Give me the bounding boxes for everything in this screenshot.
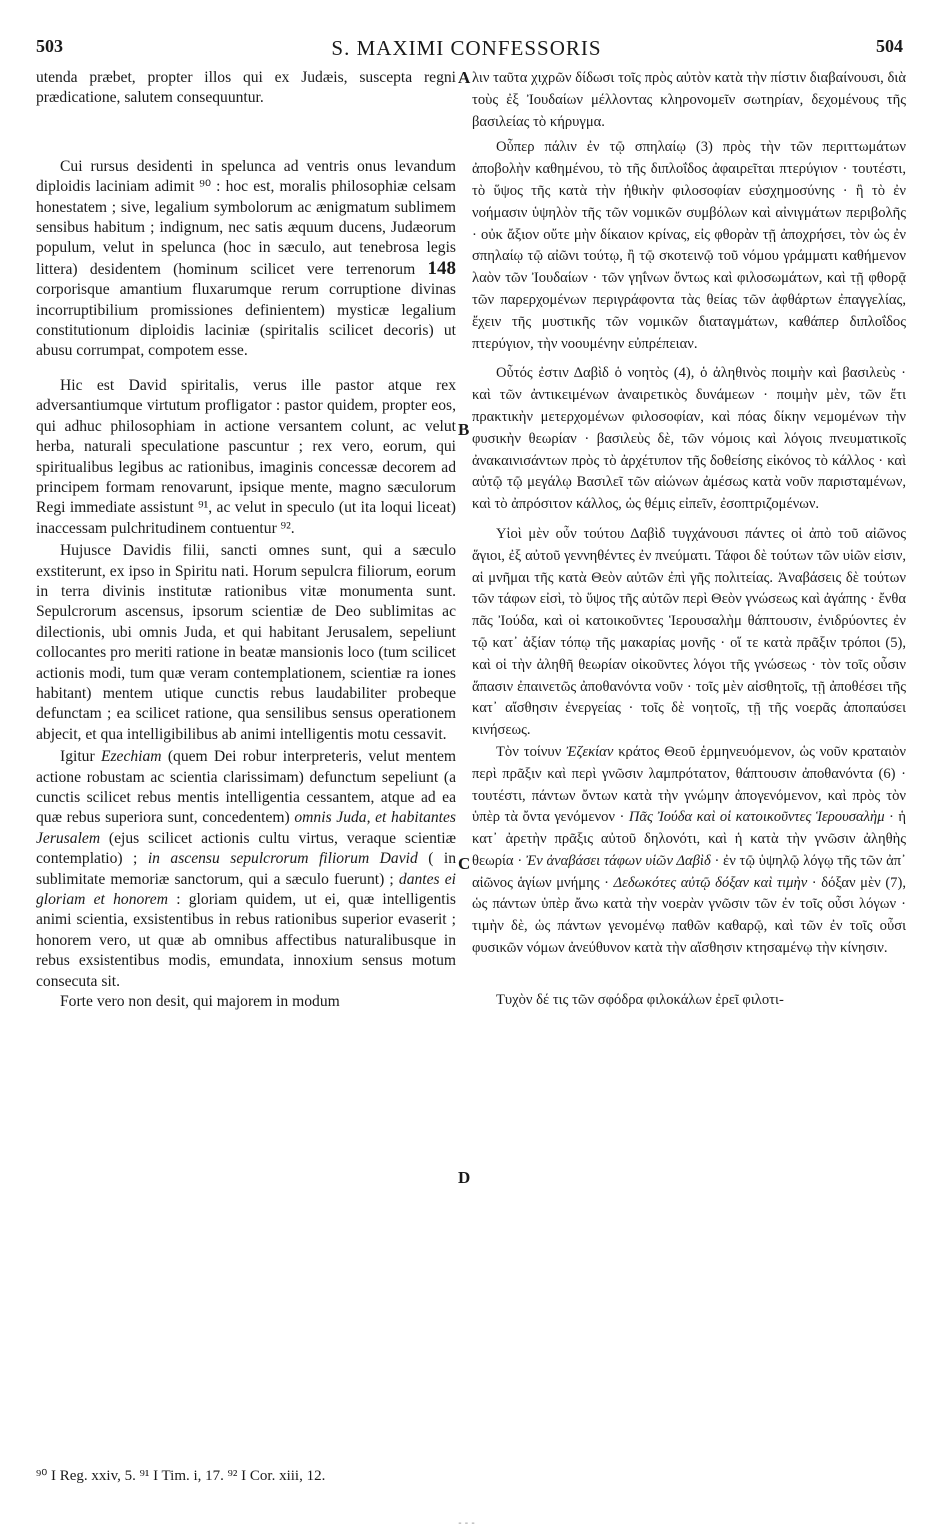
latin-text: Igitur xyxy=(60,748,101,766)
greek-text: · δόξαν μὲν (7), ὡς πάντων ὑπὲρ ἄνω κατὰ τὴν νοερὰν γνῶσιν τῶν ἐν τοῖς οὖσι λόγων · τιμὴν δὲ, ὡς πάντων γενομένῳ παθῶν καθαρῷ, καὶ τῶν ἐν τοῖς οὖσι φυσικῶν νόμων ἀνεύθυνον κατὰ τὴν αἴσθησιν κτησαμένῳ τὴν κίνησιν. xyxy=(472,874,906,957)
greek-paragraph: Υἱοὶ μὲν οὖν τούτου Δαβὶδ τυγχάνουσι πάντες οἱ ἀπὸ τοῦ αἰῶνος ἅγιοι, ἐξ αὐτοῦ γεννηθέντες ἐν πνεύματι. Τάφοι δὲ τούτων τῶν υἱῶν εἰσιν, αἱ μνῆμαι τῆς κατὰ Θεὸν αὐτῶν ἐπὶ γῆς πολιτείας. Ἀναβάσεις δὲ τούτων τῶν τάφων εἰσὶ, τὸ ὕψος τῆς αὐτῶν περὶ Θεὸν γνώσεως καὶ ἀγάπης · ἔνθα πᾶς Ἰούδα, καὶ οἱ κατοικοῦντες Ἱερουσαλὴμ θάπτουσιν, ἐνιδρύοντες ἐν τῷ κατ᾽ ἀξίαν τόπῳ τῆς μακαρίας μονῆς · οἵ τε κατὰ πρᾶξιν τρόποι (5), καὶ οἱ τὴν ἀληθῆ θεωρίαν οἰκοῦντες λόγοι τῆς γνώσεως · τὸν τοῖς οὖσιν ἅπασιν ἐπαινετῶς ἀποθανόντα νοῦν · τοῖς μὲν αἰσθητοῖς, τῇ ἀποθέσει τῆς κατ᾽ αἴσθησιν ἐνεργείας · τοῖς δὲ νοητοῖς, τῇ τῆς νοερᾶς ἀποπαύσει κινήσεως. xyxy=(472,525,906,739)
latin-paragraph: Hic est David spiritalis, verus ille pastor atque rex adversantiumque virtutum profligator : pastor quidem, propter eos, qui adhuc philosophiam in actione versantem colunt, ac velut herba, naturali speculatione pascuntur ; rex vero, eorum, qui spiritualibus legibus ac rationibus, imaginis concessæ decorem ad principem formam renovarunt, ipsique mente, magno sæculorum Regi immediate assistunt ⁹¹, ac velut in speculo (ut ita loqui liceat) inaccessam pulchritudinem contuentur ⁹². xyxy=(36,376,456,537)
left-page-number: 503 xyxy=(36,36,63,56)
column-number: 148 xyxy=(427,257,456,279)
greek-paragraph: Οὗτός ἐστιν Δαβὶδ ὁ νοητὸς (4), ὁ ἀληθινὸς ποιμὴν καὶ βασιλεὺς · καὶ τῶν ἀντικειμένων ἀναιρετικὸς δυνάμεων · ποιμὴν μὲν, τῶν ἔτι πρακτικὴν μετερχομένων φιλοσοφίαν, καὶ πόας δίκην νεμομένων τὴν φυσικὴν θεωρίαν · βασιλεὺς δὲ, τῶν νόμοις καὶ λόγοις πνευματικοῖς ἀνακαινισάντων πρὸς τὸ ἀρχέτυπον τῆς δοθείσης εἰκόνος τὸ κάλλος · καὶ αὐτῷ τῷ μεγάλῳ Βασιλεῖ τῶν αἰώνων ἀμέσως κατὰ νοῦν παρισταμένων, καὶ τὸ ἀπρόσιτον κάλλος, ὡς θέμις εἰπεῖν, ἐσοπτριζομένων. xyxy=(472,365,906,513)
latin-text: : gloriam quidem, ut ei, quæ intelligentis animi scientia, exsistentibus in rebus rationibus superior evaserit ; honorem vero, ut quæ ab omnibus affectibus naturalibusque in rebus exsistentibus modis, emundata, innoxium sensus motum consecuta sit. xyxy=(36,891,457,990)
latin-italic: dantes ei gloriam et honorem xyxy=(36,870,456,909)
latin-italic: in ascensu sepulcrorum filiorum David xyxy=(147,850,418,868)
greek-text: Τὸν τοίνυν xyxy=(496,743,567,760)
latin-text: (quem Dei robur interpreteris, velut mentem actione robustam ac scientia clarissimam) defunctum sepeliunt (a cunctis scilicet rebus mentis intelligentia cessantem, atque ad ea quæ rebus superiora sunt, concedentem) xyxy=(36,748,457,827)
latin-paragraph: utenda præbet, propter illos qui ex Judæis, suscepta regni prædicatione, salutem consequuntur. xyxy=(36,69,456,107)
greek-italic: Δεδωκότες αὐτῷ δόξαν καὶ τιμὴν xyxy=(613,874,808,891)
latin-text: Cui rursus desidenti in spelunca ad ventris onus levandum diploidis laciniam adimit ⁹⁰ : hoc est, moralis philosophiæ celsam honestatem ; sive, legalium symbolorum ac ænigmatum sublimem sensibus habitum ; indignum, nec satis æquum ducens, Judæorum populum, velut in spelunca (hoc in sæculo, aut tenebrosa legis littera) desidentem (hominum scilicet vere terrenorum xyxy=(36,157,456,278)
greek-paragraph: Οὗπερ πάλιν ἐν τῷ σπηλαίῳ (3) πρὸς τὴν τῶν περιττωμάτων ἀποβολὴν καθημένου, τὸ τῆς διπλοΐδος ἀφαιρεῖται πτερύγιον · τουτέστι, τὸ ὕψος τῆς κατὰ τὴν ἠθικὴν φιλοσοφίαν εὐσχημοσύνης · ἢ τὸ ἐν νοήμασιν ὑψηλὸν τῆς τῶν νομικῶν συμβόλων καὶ αἰνιγμάτων περιβολῆς · οὐκ ἄξιον οὔτε μὴν δίκαιον κρίνας, εἰς φθορὰν τῇ ἀποχρήσει, τὸν ὡς ἐν σπηλαίῳ τῷ αἰῶνι τούτῳ, ἢ τῷ σκοτεινῷ τοῦ νόμου γράμματι καθήμενον λαὸν τῶν Ἰουδαίων · τῶν γηΐνων ὄντως καὶ φιλοσωμάτων, καὶ τῇ φθορᾷ τῶν παρερχομένων περιγράφοντα τὰς θείας τῶν ἀφθάρτων ἐπαγγελίας, ἔχειν τῆς μυστικῆς τῶν νομικῶν διαταγμάτων, καθάπερ διπλοΐδος πτερύγιον, τὴν νοουμένην εὐπρέπειαν. xyxy=(472,139,906,352)
latin-text: (ejus scilicet actionis cultu virtus, veraque scientiæ contemplatio) ; xyxy=(36,829,456,868)
greek-italic: Ἐζεκίαν xyxy=(566,743,614,760)
greek-paragraph: Τυχὸν δέ τις τῶν σφόδρα φιλοκάλων ἐρεῖ φιλοτι- xyxy=(496,991,784,1008)
latin-paragraph: Forte vero non desit, qui majorem in modum xyxy=(60,993,340,1011)
footnotes: ⁹⁰ I Reg. xxiv, 5. ⁹¹ I Tim. i, 17. ⁹² I Cor. xiii, 12. xyxy=(36,1468,326,1484)
greek-paragraph: λιν ταῦτα χιχρῶν δίδωσι τοῖς πρὸς αὐτὸν κατὰ τὴν πίστιν διαβαίνουσι, διὰ τοὺς ἐξ Ἰουδαίων μέλλοντας κληρονομεῖν σωτηρίαν, δεχομένους τῆς βασιλείας τὸ κήρυγμα. xyxy=(472,70,906,130)
latin-text: corporisque amantium fluxarumque rerum corruptione divinas incorruptibilium promissiones definientem) mysticæ legalium constitutionum diploidis laciniæ (spiritalis scilicet decoris) ut abusu corrumpat, compotem esse. xyxy=(36,281,456,360)
page-tail-mark: - - - xyxy=(458,1518,475,1529)
latin-column xyxy=(36,68,456,1012)
greek-paragraph xyxy=(472,742,906,960)
section-marker-d: D xyxy=(458,1168,471,1187)
running-title: S. MAXIMI CONFESSORIS xyxy=(331,36,602,60)
latin-paragraph xyxy=(36,747,456,992)
section-marker-a: A xyxy=(458,68,471,87)
greek-column xyxy=(472,68,906,1012)
latin-paragraph: Hujusce Davidis filii, sancti omnes sunt, qui a sæculo exstiterunt, ex ipso in Spiritu nati. Horum sepulcra filiorum, eorum in terra divinis institutæ rationibus vitæ monumenta sunt. Sepulcrorum ascensus, ipsorum scientiæ de Deo sublimitas ac dilectionis, ubi omnis Juda, et qui habitant Jerusalem, sepeliunt collocantes pro meriti ratione in beatæ mansionis loco (tum scilicet actionis modi, tum quæ veram contemplationem, scientiæ ra iones habitant) mentem utique cunctis rebus laudabiliter probeque defunctam ; ea scilicet ratione, qua sensilibus sensus operationem abjecit, et qua intelligibilibus ab animi intelligentis motu cessavit. xyxy=(36,542,456,743)
latin-italic: Ezechiam xyxy=(100,748,162,766)
greek-text: · ἐν τῷ ὑψηλῷ λόγῳ τῆς τῶν ἀπ᾽ αἰῶνος ἁγίων μνήμης · xyxy=(472,852,906,891)
greek-italic: Πᾶς Ἰούδα καὶ οἱ κατοικοῦντες Ἱερουσαλὴμ xyxy=(628,809,885,826)
greek-italic: Ἐν ἀναβάσει τάφων υἱῶν Δαβὶδ xyxy=(525,852,711,869)
section-marker-b: B xyxy=(458,420,470,439)
latin-italic: omnis Juda, et habitantes Jerusalem xyxy=(36,809,457,847)
greek-text: · ἡ κατ᾽ ἀρετὴν πρᾶξις αὐτοῦ δηλονότι, καὶ ἡ κατὰ τὴν γνῶσιν ἀληθὴς θεωρία · xyxy=(472,809,906,869)
section-marker-c: C xyxy=(458,854,471,873)
latin-paragraph xyxy=(36,157,456,362)
latin-text: ( in sublimitate memoriæ sanctorum, qui a sæculo fuerunt) ; xyxy=(36,850,456,888)
greek-text: κράτος Θεοῦ ἑρμηνευόμενον, ὡς νοῦν κραταιὸν περὶ πρᾶξιν καὶ περὶ γνῶσιν λαμπρότατον, θάπτουσιν ἀποθανόντα (6) · τουτέστι, πάντων ὄντων κατὰ τὴν γνώμην ἀπογενόμενον, καὶ πρὸς τὸν ὑπὲρ τὰ ὄντα γενόμενον · xyxy=(472,743,906,826)
right-page-number: 504 xyxy=(876,36,903,56)
